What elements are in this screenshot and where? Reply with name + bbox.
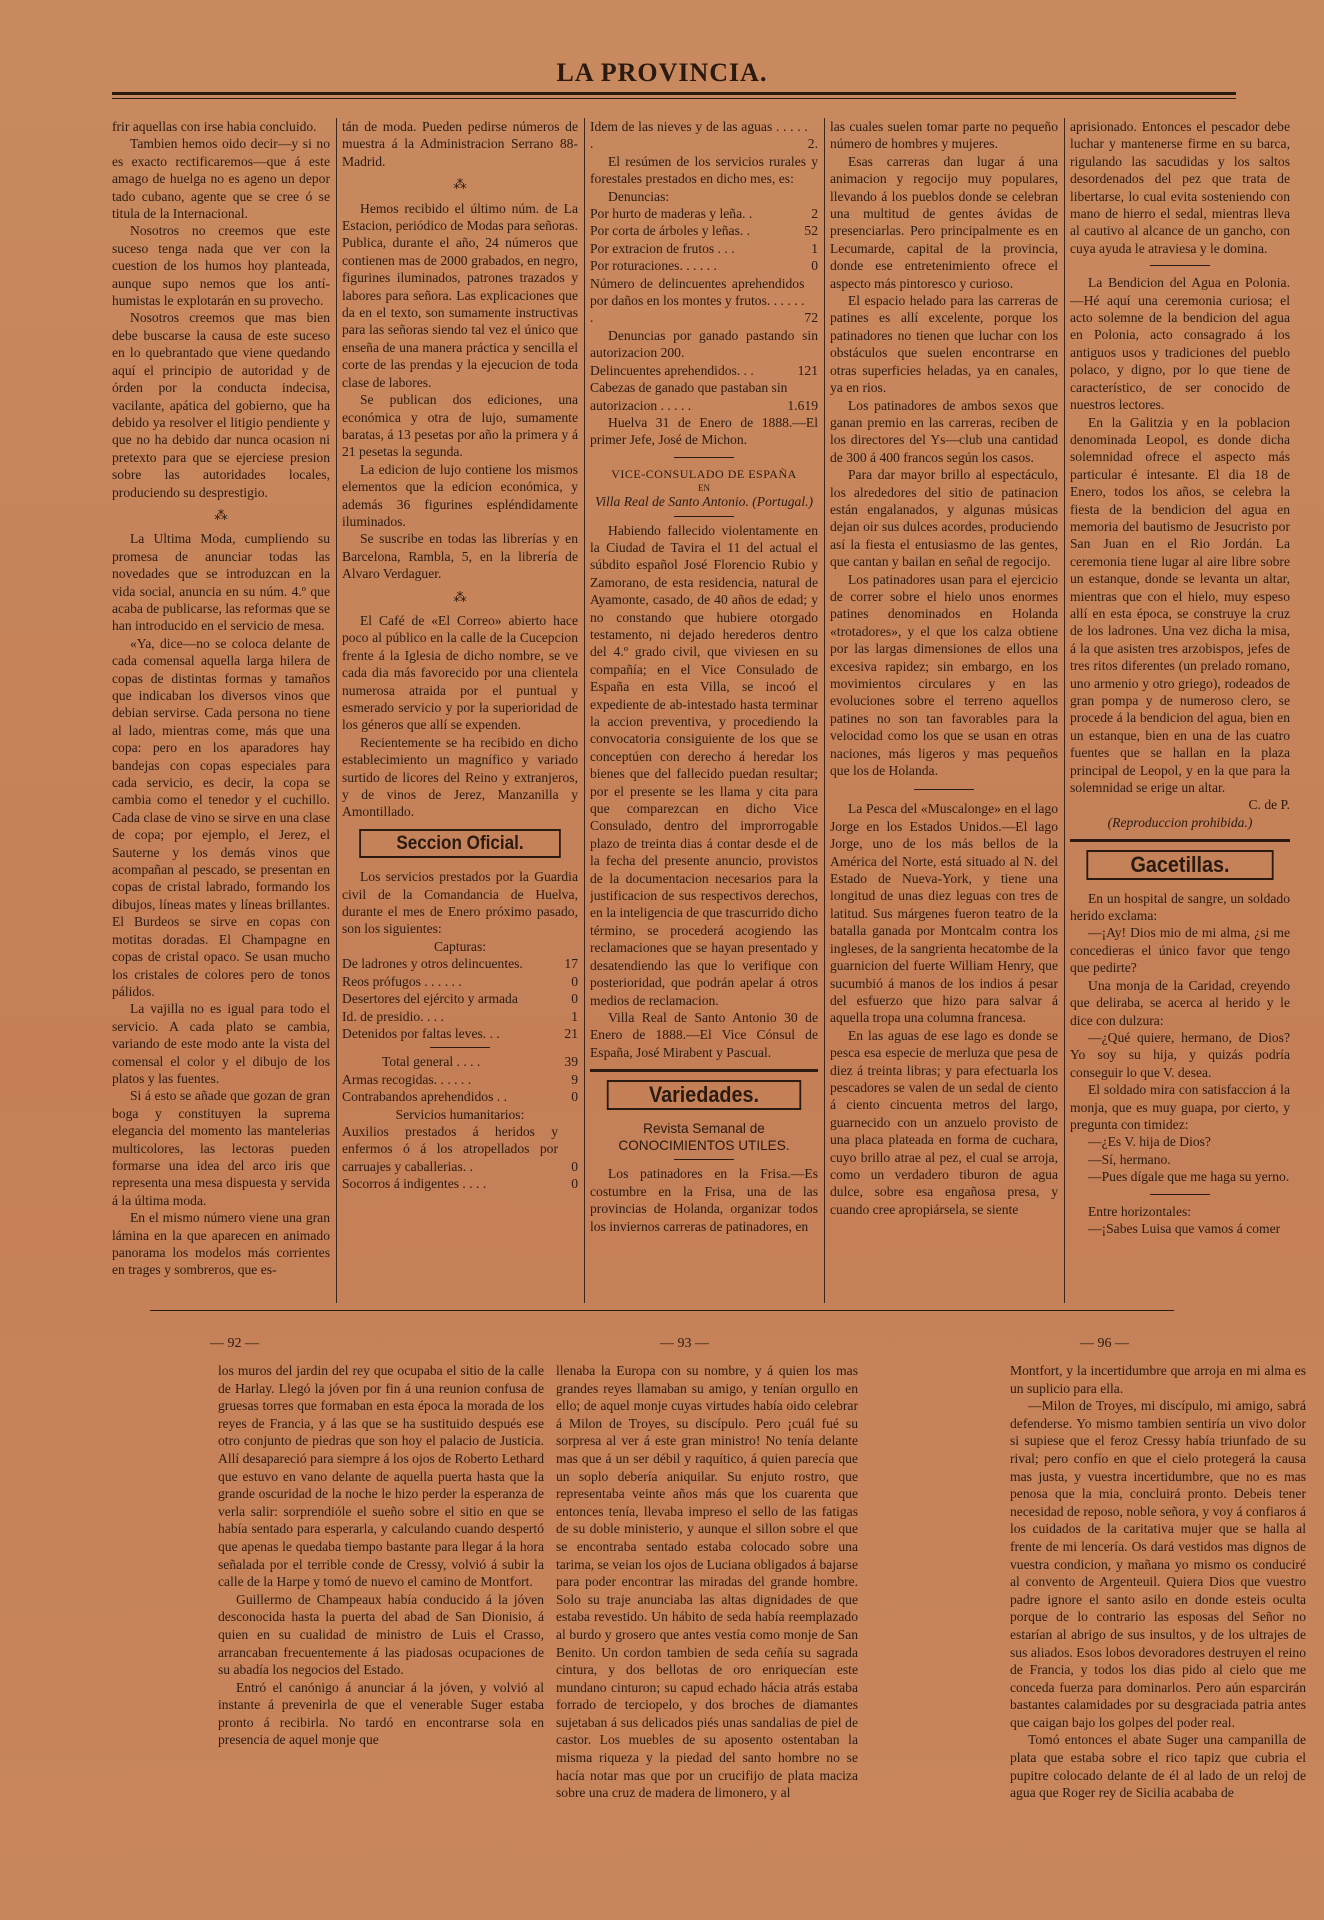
signature: C. de P.: [1248, 797, 1290, 813]
divider: [1070, 839, 1290, 842]
serial-column-2: [556, 1362, 858, 1902]
column-2: [342, 118, 578, 1298]
subheading: CONOCIMIENTOS UTILES.: [618, 1137, 790, 1153]
paragraph: Hemos recibido el último núm. de La Estacion, periódico de Modas para señoras. Publica, durante el año, 24 números que contienen mas de 2000 grabados, en negro, figurines iluminados, patrones trazados y labores para señora. Las explicaciones que da en el texto, son sumamente instructivas para las señoras siendo tal vez el único que enseña de una manera práctica y sencilla el corte de las prendas y la ejecucion de toda clase de labores.: [342, 200, 578, 390]
column-divider: [336, 118, 337, 1303]
table-row: Reos prófugos . . . . . . 0: [342, 973, 578, 989]
paragraph: En el mismo número viene una gran lámina en la que aparecen en animado panorama los modelos más corrientes en trages y sombreros, que es-: [112, 1210, 330, 1278]
serial-column-3: [1010, 1362, 1306, 1902]
asterism: ⁂: [453, 177, 467, 193]
table-row: Por extracion de frutos . . . 1: [590, 240, 818, 256]
paragraph: La Pesca del «Muscalonge» en el lago Jorge en los Estados Unidos.—El lago Jorge, uno de los más bellos de la América del Norte, está situado al N. del Estado de Nueva-York, y tiene una longitud de unas diez leguas con tres de latitud. Sus márgenes fueron teatro de la batalla ganada por Montcalm contra los ingleses, de la sangrienta hecatombe de la guarnicion del fuerte William Henry, que sucumbió á manos de los indios á pesar del esfuerzo que hizo para salvar á aquella tropa una columna francesa.: [830, 801, 1058, 1026]
paragraph: Recientemente se ha recibido en dicho establecimiento un magnífico y variado surtido de licores del Reino y extranjeros, y de vinos de Jerez, Manzanilla y Amontillado.: [342, 734, 578, 820]
subheading: Capturas:: [433, 938, 487, 954]
paragraph: —¡Sabes Luisa que vamos á comer: [1088, 1220, 1281, 1236]
divider: [674, 516, 734, 517]
divider: [430, 1047, 490, 1048]
table-row: Contrabandos aprehendidos . . 0: [342, 1089, 578, 1105]
paragraph: La Ultima Moda, cumpliendo su promesa de anunciar todas las novedades que se introduzcan en la vida social, anuncia en su núm. 4.º que acaba de publicarse, las reformas que se han introducido en el servicio de mesa.: [112, 531, 330, 634]
paragraph: Para dar mayor brillo al espectáculo, los alrededores del sitio de patinacion están engalanados, y algunas músicas dejan oir sus dulces acordes, produciendo así la fiesta el entusiasmo de las gentes, que cantan y bailan en señal de regocijo.: [830, 467, 1058, 570]
paragraph: frir aquellas con irse habia concluido.: [112, 119, 317, 134]
table-row: Desertores del ejército y armada 0: [342, 991, 578, 1007]
asterism: ⁂: [453, 589, 467, 605]
subheading: Denuncias:: [608, 188, 670, 204]
serial-column-1: [218, 1362, 544, 1902]
subheading: VICE-CONSULADO DE ESPAÑA: [611, 466, 797, 481]
paragraph: «Ya, dice—no se coloca delante de cada comensal aquella larga hilera de copas de distintas formas y tamaños que indicaban los diversos vinos que debian servirse. Cada persona no tiene al lado, mientras come, más que una copa: pero en los aparadores hay bandejas con copas especiales para cada servicio, es decir, la copa se cambia como el tenedor y el cuchillo. Cada clase de vino se sirve en una clase de copa; por ejemplo, el Jerez, el Sauterne y los demás vinos que acompañan al pescado, se presentan en copas de cristal labrado, formando los dibujos, líneas mates y líneas brillantes. El Burdeos se sirve en copas con motitas doradas. El Champagne en copas de cristal opaco. Se usan mucho los cristales de colores pero de tonos pálidos.: [112, 635, 330, 999]
paragraph: Huelva 31 de Enero de 1888.—El primer Jefe, José de Michon.: [590, 414, 818, 448]
paragraph: Nosotros no creemos que este suceso tenga nada que ver con la cuestion de los humos hoy planteada, aunque supo nemos que los antí-humistas le explotarán en su provecho.: [112, 223, 330, 309]
paragraph: El soldado mira con satisfaccion á la monja, que es muy guapa, por cierto, y pregunta con timidez:: [1070, 1082, 1290, 1132]
table-row: Idem de las nieves y de las aguas . . . . . . 2.: [590, 119, 818, 152]
paragraph: aprisionado. Entonces el pescador debe luchar y mantenerse firme en su barca, rigulando las sacudidas y los saltos desordenados del pez que trata de libertarse, lo cual evita sosteniendo con mano de hierro el sedal, mientras lleva al cautivo al alcance de un gancho, con cuya ayuda le atraviesa y le domina.: [1070, 119, 1290, 256]
divider: [674, 1159, 734, 1160]
paragraph: Entró el canónigo á anunciar á la jóven, y volvió al instante á prevenirla de que el venerable Suger estaba pronto á recibirla. No tardó en encontrarse sola en presencia de aquel monje que: [218, 1679, 544, 1748]
column-divider: [584, 118, 585, 1303]
paragraph: Esas carreras dan lugar á una animacion y regocijo muy populares, llevando á los pueblos donde se celebran una multitud de gentes ávidas de presenciarlas. Pero principalmente es en Lecumarde, capital de la provincia, donde ese entretenimiento ofrece el aspecto más pintoresco y curioso.: [830, 153, 1058, 291]
subheading: EN: [698, 483, 710, 494]
paragraph: —¿Es V. hija de Dios?: [1088, 1134, 1211, 1150]
table-row: Id. de presidio. . . . 1: [342, 1008, 578, 1024]
notice: (Reproduccion prohibida.): [1107, 814, 1253, 830]
page-number: — 93 —: [660, 1336, 709, 1351]
table-row: Por hurto de maderas y leña. . 2: [590, 206, 818, 222]
subheading: Revista Semanal de: [643, 1120, 765, 1136]
masthead: LA PROVINCIA.: [556, 58, 768, 87]
paragraph: El resúmen de los servicios rurales y forestales prestados en dicho mes, es:: [590, 153, 818, 187]
paragraph: La vajilla no es igual para todo el servicio. A cada plato se cambia, variando de este modo ante la vista del comensal el color y el dibujo de los platos y las fuentes.: [112, 1001, 330, 1086]
table-row: Auxilios prestados á heridos y enfermos ó á los atropellados por carruajes y caballerias. . 0: [342, 1123, 578, 1174]
table-row: Cabezas de ganado que pastaban sin autorizacion . . . . . 1.619: [590, 380, 818, 413]
paragraph: Guillermo de Champeaux había conducido á la jóven desconocida hasta la puerta del abad de San Dionisio, á quien en su cualidad de ministro de Luis el Crasso, arrancaban frecuentemente á las piadosas ocupaciones de su abadía los negocios del Estado.: [218, 1591, 544, 1678]
fold-rule: [150, 1310, 1174, 1311]
paragraph: Habiendo fallecido violentamente en la Ciudad de Tavira el 11 del actual el súbdito español José Florencio Rubio y Zamorano, de esta residencia, natural de Ayamonte, casado, de 40 años de edad; y no constando que hubiere otorgado testamento, ni dejado herederos dentro del 4.º grado civil, que viviesen en su compañía; en el Vice Consulado de España en esta Villa, se incoó el expediente de ab-intestado hasta terminar la accion preventiva, y procediendo la convocatoria consiguiente de los que se conceptúen con derecho á heredar los bienes que del fallecido puedan resultar; por el presente se les llama y cita para que comparezcan en dicho Vice Consulado, dentro del improrrogable plazo de treinta dias á contar desde el de la fecha del presente anuncio, provistos de la documentacion necesarios para la justificacion de sus respectivos derechos, en la inteligencia de que trascurrido dicho término, se procederá acogiendo las reclamaciones que se hayan presentado y desatendiendo las que lo verifique con posterioridad, que podrán apelar á otros medios de reclamacion.: [590, 522, 818, 1008]
paragraph: las cuales suelen tomar parte no pequeño número de hombres y mujeres.: [830, 119, 1058, 152]
column-4: [830, 118, 1058, 1298]
column-5: [1070, 118, 1290, 1298]
subheading: Villa Real de Santo Antonio. (Portugal.): [594, 494, 814, 510]
table-row: Delincuentes aprehendidos. . . 121: [590, 362, 818, 378]
section-heading: Seccion Oficial.: [359, 829, 561, 858]
column-1: [112, 118, 330, 1298]
column-3: [590, 118, 818, 1298]
paragraph: El espacio helado para las carreras de patines es allí excelente, porque los patinadores no tienen que luchar con los obstáculos que suelen encontrarse en otras superficies heladas, ya en canales, ya en rios.: [830, 293, 1058, 396]
paragraph: Se publican dos ediciones, una económica y otra de lujo, sumamente baratas, á 13 pesetas por año la primera y á 21 pesetas la segunda.: [342, 392, 578, 460]
paragraph: Los patinadores en la Frisa.—Es costumbre en la Frisa, una de las provincias de Holanda, organizar todos los inviernos carreras de patinadores, en: [590, 1166, 818, 1234]
paragraph: tán de moda. Pueden pedirse números de muestra á la Administracion Serrano 88-Madrid.: [342, 119, 578, 169]
masthead-rule-thin: [112, 98, 1236, 99]
divider: [1150, 1194, 1210, 1195]
divider: [590, 1069, 818, 1072]
paragraph: Los patinadores de ambos sexos que ganan premio en las carreras, reciben de los directores del Ys—club una cantidad de 300 á 400 francos según los casos.: [830, 397, 1058, 465]
page-number: — 96 —: [1080, 1336, 1129, 1351]
paragraph: La edicion de lujo contiene los mismos elementos que la edicion económica, y además 36 figurines espléndidamente iluminados.: [342, 461, 578, 529]
masthead-rule: [112, 92, 1236, 95]
paragraph: Villa Real de Santo Antonio 30 de Enero de 1888.—El Vice Cónsul de España, José Mirabent y Pascual.: [590, 1009, 818, 1060]
paragraph: —Sí, hermano.: [1088, 1151, 1171, 1167]
paragraph: En las aguas de ese lago es donde se pesca esa especie de merluza que pesa de diez á treinta libras; y para efectuarla los pescadores se valen de un sedal de ciento á ciento cincuenta metros del largo, guarnecido con un anzuelo provisto de una placa plateada en forma de cuchara, cuyo brillo atrae al pez, el cual se arroja, como un verdadero tiburon de agua dulce, sobre esa engañosa presa, y cuando cree apropiársela, se siente: [830, 1027, 1058, 1217]
section-heading: Variedades.: [607, 1080, 801, 1109]
paragraph: Si á esto se añade que gozan de gran boga y constituyen la suprema elegancia del momento las mantelerias multicolores, las lectoras pueden formarse una idea del arco iris que representa una mesa dispuesta y servida á la última moda.: [112, 1088, 330, 1208]
paragraph: En la Galitzia y en la poblacion denominada Leopol, es donde dicha solemnidad ofrece el aspecto más particular é intesante. El dia 18 de Enero, todos los años, se celebra la fiesta de la bendicion del agua en memoria del bautismo de Jesucristo por San Juan en el Rio Jordán. La ceremonia tiene lugar al aire libre sobre un estanque, donde se levanta un altar, mientras que con el hielo, muy espeso allí en esta época, se construye la cruz de los ladrones. Una vez dicha la misa, á la que asisten tres arzobispos, jefes de tres ritos diferentes (un prelado romano, uno armenio y otro griego), rodeados de gran pompa y de numeroso clero, se procede á la bendicion del agua, bien en un estanque, bien en una de las cuatro fuentes que se hallan en la plaza principal de Leopol, y en la que para la solemnidad se erige un altar.: [1070, 414, 1290, 796]
table-row: Armas recogidas. . . . . . 9: [342, 1071, 578, 1087]
asterism: ⁂: [214, 507, 228, 523]
paragraph: Tomó entonces el abate Suger una campanilla de plata que estaba sobre el rico tapiz que cubria el pupitre colocado delante de él al lado de un reloj de agua que Roger rey de Sicilia acababa de: [1010, 1732, 1306, 1801]
table-row: Por corta de árboles y leñas. . 52: [590, 223, 818, 239]
paragraph: En un hospital de sangre, un soldado herido exclama:: [1070, 890, 1290, 924]
page-number: — 92 —: [210, 1336, 259, 1351]
paragraph: —¿Qué quiere, hermano, de Dios? Yo soy su hija, y quizás podría conseguir lo que V. desea.: [1070, 1029, 1290, 1080]
divider: [1150, 265, 1210, 266]
paragraph: —Pues dígale que me haga su yerno.: [1088, 1169, 1290, 1185]
paragraph: Nosotros creemos que mas bien debe buscarse la causa de este suceso en lo quebrantado que viene quedando aquí el principio de autoridad y de órden por la conducta indecisa, vacilante, apática del gobierno, que ha debido ya resolver el litigio pendiente y que no ha debido dar nunca ocasion ni pretexto para que se ejerciese presion sobre las autoridades locales, produciendo su desprestigio.: [112, 310, 330, 500]
paragraph: —Milon de Troyes, mi discípulo, mi amigo, sabrá defenderse. Yo mismo tambien sentiría un vivo dolor si supiese que el feroz Cressy había triunfado de su rival; pero confío en que el cielo protegerá la causa mas justa, y vuestra incertidumbre, que no es mas penosa que la mia, concluirá pronto. Debeis tener necesidad de reposo, noble señora, y voy á confiaros á los cuidados de la caritativa mujer que se halla al frente de mi lencería. Os dará vestidos mas dignos de vuestra condicion, y mañana yo mismo os conduciré al convento de Argenteuil. Quiera Dios que vuestro padre ignore el santo asilo en donde esteis oculta porque de lo contrario las esposas del Señor no estarían al abrigo de sus insultos, y de los ultrajes de sus aliados. Esos lobos devoradores destruyen el reino de Francia, y todos los dias pido al cielo que me conceda fuerza para dominarlos. Pero aún esparcirán bastantes calamidades por su desgraciada patria antes que caigan bajo los golpes del poder real.: [1010, 1398, 1306, 1730]
table-row: Número de delincuentes aprehendidos por daños en los montes y frutos. . . . . . . 72: [590, 275, 818, 326]
table-row: De ladrones y otros delincuentes. 17: [342, 956, 578, 972]
section-heading: Gacetillas.: [1086, 850, 1273, 879]
table-row: Socorros á indigentes . . . . 0: [342, 1176, 578, 1192]
paragraph: los muros del jardin del rey que ocupaba el sitio de la calle de Harlay. Llegó la jóven por fin á una reunion confusa de gruesas torres que formaban en esta época la morada de los reyes de Francia, y á las que se ha sustituido después ese otro conjunto de piedras que son hoy el palacio de Justicia. Allí desapareció para siempre á los ojos de Roberto Lethard que estuvo en vano delante de aquella puerta hasta que la grande oscuridad de la noche le hizo perder la esperanza de verla salir: sorprendióle el sueño sobre el sitio en que se había sentado para esperarla, y calculando cuando despertó que apenas le quedaba tiempo bastante para llegar á la hora señalada por el terrible conde de Cressy, volvió á subir la calle de la Harpe y tomó de nuevo el camino de Montfort.: [218, 1363, 544, 1590]
divider: [914, 789, 974, 790]
table-row: Por roturaciones. . . . . . 0: [590, 258, 818, 274]
paragraph: Los patinadores usan para el ejercicio de correr sobre el hielo unos enormes patines denominados en Holanda «trotadores», y el que los calza obtiene por las largas dimensiones de ellos una excesiva rapidez; sin embargo, en los movimientos circulares y en las evoluciones sobre el terreno aquellos patines no son tan favorables para la velocidad como los que se usan en otras naciones, más ligeros y mas pequeños que los de Holanda.: [830, 571, 1058, 779]
subheading: Servicios humanitarios:: [395, 1106, 525, 1122]
paragraph: El Café de «El Correo» abierto hace poco al público en la calle de la Cucepcion frente á la Iglesia de dicho nombre, se ve cada dia más favorecido por una clientela numerosa atraida por el puntual y esmerado servicio y por la superioridad de los géneros que allí se expenden.: [342, 612, 578, 733]
paragraph: Denuncias por ganado pastando sin autorizacion 200.: [590, 327, 818, 361]
paragraph: Los servicios prestados por la Guardia civil de la Comandancia de Huelva, durante el mes de Enero próximo pasado, son los siguientes:: [342, 869, 578, 937]
column-divider: [1064, 118, 1065, 1303]
table-row: Total general . . . . 39: [382, 1054, 578, 1070]
paragraph: Se suscribe en todas las librerías y en Barcelona, Rambla, 5, en la librería de Alvaro Verdaguer.: [342, 531, 578, 582]
paragraph: Tambien hemos oido decir—y si no es exacto rectificaremos—que á este amago de huelga no es ageno un depor tado cubano, agente que se cree ó se titula de la Internacional.: [112, 136, 330, 222]
paragraph: Entre horizontales:: [1088, 1203, 1192, 1219]
paragraph: llenaba la Europa con su nombre, y á quien los mas grandes reyes llamaban su amigo, y tenían orgullo en ello; de aquel monje cuyas virtudes había oido celebrar á Milon de Troyes, su discípulo. Pero ¡cuál fué su sorpresa al ver á este gran ministro! No tenía delante mas que á un ser débil y raquítico, á quien parecía que un soplo debería aniquilar. Su enjuto rostro, que representaba veinte años más que los cuarenta que entonces tenía, llevaba impreso el sello de las fatigas de su doble ministerio, y aunque el sillon sobre el que se encontraba sentado estaba colocado sobre una tarima, se veian los ojos de Luciana obligados á bajarse para poder encontrar las miradas del grande hombre. Solo su traje anunciaba las altas dignidades de que estaba revestido. Un hábito de seda había reemplazado al burdo y grosero que antes vestía como monje de San Benito. Un cordon tambien de seda ceñía su sagrada cintura, y dos bellotas de oro enriquecían este mundano cinturon; su capud echado hácia atrás estaba forrado de terciopelo, y dos broches de diamantes sujetaban á sus delicados piés unas sandalias de piel de castor. Los muebles de su aposento ostentaban la misma riqueza y la piedad del santo hombre no se hacía notar mas que por un crucifijo de plata maciza sobre una cruz de madera de limonero, y al: [556, 1363, 858, 1801]
column-divider: [824, 118, 825, 1303]
table-row: Detenidos por faltas leves. . . 21: [342, 1025, 578, 1041]
divider: [674, 457, 734, 458]
paragraph: Montfort, y la incertidumbre que arroja en mi alma es un suplicio para ella.: [1010, 1363, 1306, 1396]
paragraph: —¡Ay! Dios mio de mi alma, ¿si me concedieras el único favor que tengo que pedirte?: [1070, 925, 1290, 976]
paragraph: Una monja de la Caridad, creyendo que deliraba, se acerca al herido y le dice con dulzura:: [1070, 977, 1290, 1028]
paragraph: La Bendicion del Agua en Polonia.—Hé aquí una ceremonia curiosa; el acto solemne de la bendicion del agua en Polonia, acto consagrado á los antiguos usos y tradiciones del pueblo polaco, y digno, por lo que tiene de característico, de ser conocido de nuestros lectores.: [1070, 275, 1290, 413]
